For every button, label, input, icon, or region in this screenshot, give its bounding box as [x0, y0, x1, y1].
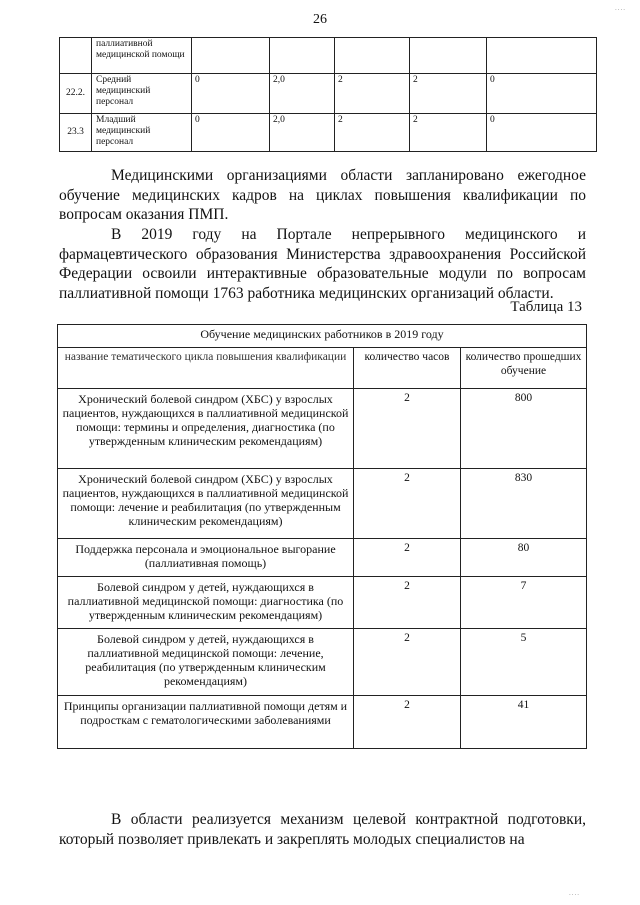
table-cell: [410, 38, 487, 74]
header-trained-count: количество прошедших обучение: [461, 348, 587, 389]
cycle-trained-count: 800: [461, 389, 587, 469]
cycle-name: Принципы организации паллиативной помощи детям и подросткам с гематологическими заболеваниями: [58, 696, 354, 749]
table-row: [58, 696, 587, 749]
scan-corner-mark: ....: [615, 4, 626, 12]
table-row: [58, 389, 587, 469]
paragraph-portal-2019: В 2019 году на Портале непрерывного медицинского и фармацевтического образования Министерства здравоохранения Российской Федерации освоили интерактивные образовательные модули по вопросам паллиативной помощи 1763 работника медицинских организаций области.: [59, 226, 586, 302]
cycle-name: Болевой синдром у детей, нуждающихся в паллиативной медицинской помощи: лечение, реабилитация (по утвержденным клиническим рекомендациям): [58, 629, 354, 696]
table-cell: [270, 38, 335, 74]
table-row: [58, 539, 587, 577]
cycle-trained-count: 80: [461, 539, 587, 577]
cycle-trained-count: 7: [461, 577, 587, 629]
table-cell: 0: [487, 74, 597, 114]
cycle-name: Хронический болевой синдром (ХБС) у взрослых пациентов, нуждающихся в паллиативной медицинской помощи: термины и определения, диагностика (по утвержденным клиническим рекомендациям): [58, 389, 354, 469]
page-number: 26: [313, 12, 327, 27]
row-number: 22.2.: [60, 74, 92, 114]
table-row: [58, 469, 587, 539]
cycle-name: Болевой синдром у детей, нуждающихся в паллиативной медицинской помощи: диагностика (по утвержденным клиническим рекомендациям): [58, 577, 354, 629]
table-cell: [487, 38, 597, 74]
table-row: [60, 38, 597, 74]
row-name: Младший медицинский персонал: [92, 114, 192, 152]
cycle-hours: 2: [354, 389, 461, 469]
table-row: [58, 577, 587, 629]
table-cell: 2,0: [270, 114, 335, 152]
table-row: [60, 114, 597, 152]
cycle-hours: 2: [354, 696, 461, 749]
table-cell: 0: [192, 74, 270, 114]
table-cell: [335, 38, 410, 74]
table-cell: 2: [410, 74, 487, 114]
cycle-trained-count: 830: [461, 469, 587, 539]
table-cell: 2: [410, 114, 487, 152]
cycle-hours: 2: [354, 469, 461, 539]
table-cell: 2,0: [270, 74, 335, 114]
cycle-hours: 2: [354, 539, 461, 577]
table-caption: Таблица 13: [510, 299, 582, 315]
cycle-name: Хронический болевой синдром (ХБС) у взрослых пациентов, нуждающихся в паллиативной медицинской помощи: лечение и реабилитация (по утвержденным клиническим рекомендациям): [58, 469, 354, 539]
cycle-trained-count: 5: [461, 629, 587, 696]
row-number: 23.3: [60, 114, 92, 152]
table-cell: 0: [487, 114, 597, 152]
paragraph-target-training: В области реализуется механизм целевой контрактной подготовки, который позволяет привлекать и закреплять молодых специалистов на: [59, 811, 586, 848]
table-cell: [192, 38, 270, 74]
table-title: Обучение медицинских работников в 2019 году: [58, 325, 587, 348]
table-title-row: [58, 325, 587, 348]
table-cell: 2: [335, 114, 410, 152]
row-name: паллиативной медицинской помощи: [92, 38, 192, 74]
table-row: [60, 74, 597, 114]
cycle-name: Поддержка персонала и эмоциональное выгорание (паллиативная помощь): [58, 539, 354, 577]
row-number: [60, 38, 92, 74]
paragraph-training-plan: Медицинскими организациями области запланировано ежегодное обучение медицинских кадров на циклах повышения квалификации по вопросам оказания ПМП.: [59, 167, 586, 223]
cycle-hours: 2: [354, 629, 461, 696]
header-cycle-name: название тематического цикла повышения квалификации: [58, 348, 354, 389]
header-hours: количество часов: [354, 348, 461, 389]
scan-corner-mark-bottom: ....: [569, 889, 580, 897]
table-header-row: [58, 348, 587, 389]
training-table: [57, 324, 587, 749]
cycle-trained-count: 41: [461, 696, 587, 749]
table-row: [58, 629, 587, 696]
cycle-hours: 2: [354, 577, 461, 629]
row-name: Средний медицинский персонал: [92, 74, 192, 114]
continued-table: [59, 37, 597, 152]
table-cell: 2: [335, 74, 410, 114]
table-cell: 0: [192, 114, 270, 152]
